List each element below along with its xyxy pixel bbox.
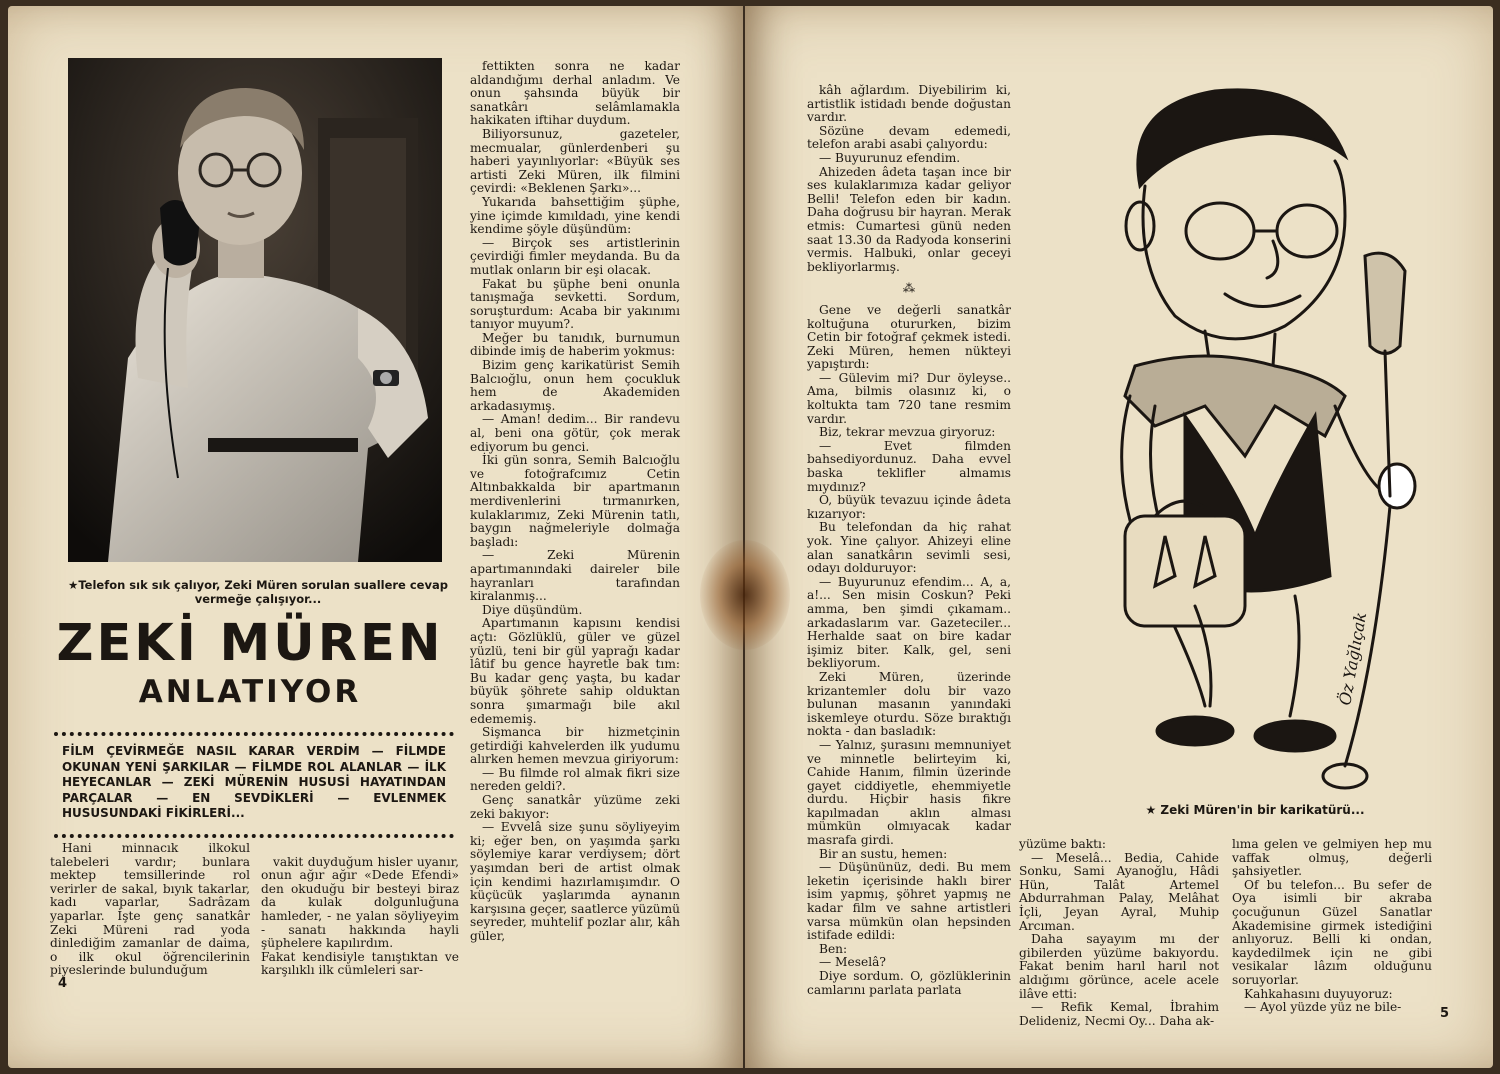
paragraph: — Meselâ... Bedia, Cahide Sonku, Sami Ayanoğlu, Hâdi Hün, Talât Artemel Abdurrahman Palay, Melâhat İçli, Jeyan Ayral, Muhip Arcıman. xyxy=(1019,850,1219,933)
photo-caption: ★Telefon sık sık çalıyor, Zeki Müren sorulan suallere cevap vermeğe çalışıyor... xyxy=(68,578,448,606)
paragraph: kâh ağlardım. Diyebilirim ki, artistlik istidadı bende doğustan vardır. xyxy=(807,83,1011,125)
page-number: 4 xyxy=(58,976,68,991)
page-number: 5 xyxy=(1440,1006,1450,1021)
paragraph: Meğer bu tanıdık, burnumun dibinde imiş de haberim yokmus: xyxy=(470,330,680,359)
paragraph: — Zeki Mürenin apartımanındaki daireler bile hayranları tarafından kiralanmış... xyxy=(470,548,680,604)
topics-box xyxy=(54,732,454,838)
paragraph: — Ayol yüzde yüz ne bile- xyxy=(1244,1000,1402,1015)
bottom-column-2 xyxy=(261,842,459,992)
paragraph: — Evet filmden bahsediyordunuz. Daha evvel baska teklifler almamıs mıydınız? xyxy=(807,438,1011,494)
paragraph: — Buyurunuz efendim... A, a, a!... Sen misin Coskun? Peki amma, ben şimdi çıkamam.. arkadaslarım var. Gazeteciler... Herhalde saat on bire kadar işimiz biter. Kalk, gel, seni bekliyorum. xyxy=(807,574,1011,671)
paragraph: Bir an sustu, hemen: xyxy=(819,846,948,861)
paragraph: Zeki Müren, üzerinde krizantemler dolu bir vazo bulunan masanın yanındaki iskemleye oturdu. Söze bıraktığı nokta - dan basladık: xyxy=(807,669,1011,739)
paragraph: — Yalnız, şurasını memnuniyet ve minnetle belirteyim ki, Cahide Hanım, filmin üzerinde gayet ciddiyetle, ehemmiyetle durdu. Hiçbir hasis fikre kapılmadan aklın alması mümkün olmıyacak kadar masrafa girdi. xyxy=(807,737,1011,848)
topics-text: FİLM ÇEVİRMEĞE NASIL KARAR VERDİM — FİLMDE OKUNAN YENİ ŞARKILAR — FİLMDE ROL ALANLAR — İLK HEYECANLAR — ZEKİ MÜRENİN HUSUSİ HAYATINDAN PARÇALAR — EN SEVDİKLERİ — EVLENMEK HUSUSUNDAKİ FİKİRLERİ... xyxy=(62,744,446,820)
caricature-caption: ★ Zeki Müren'in bir karikatürü... xyxy=(1145,803,1365,817)
paragraph: Hani minnacık ilkokul talebeleri vardır; bunlara mektep temsillerinde rol verirler de sakal, bıyık takarlar, kadı vaparlar, Sadrâzam yaparlar. İşte genç sanatkâr Zeki Müreni rad yoda dinlediğim zamanlar de daima, o ilk okul öğrencilerinin piyeslerinde bulunduğum xyxy=(50,841,250,978)
column-1 xyxy=(807,84,1011,997)
paragraph: Sözüne devam edemedi, telefon arabi asabi çalıyordu: xyxy=(807,123,1011,152)
paragraph: Gene ve değerli sanatkâr koltuğuna otururken, bizim Cetin bir fotoğraf çekmek istedi. Zeki Müren, hemen nükteyi yapıştırdı: xyxy=(807,302,1011,372)
paragraph: İki gün sonra, Semih Balcıoğlu ve fotoğrafcımız Cetin Altınbakkalda bir apartmanın merdivenlerini tırmanırken, kulaklarımız, Zeki Mürenin tatlı, baygın nağmeleriyle dolmağa başladı: xyxy=(470,453,680,549)
paragraph: Kahkahasını duyuyoruz: xyxy=(1244,986,1393,1001)
paragraph: — Bu filmde rol almak fikri size nereden geldi?. xyxy=(470,765,680,794)
paragraph: Sişmanca bir hizmetçinin getirdiği kahvelerden ilk yudumu alırken hemen mevzua giriyorum: xyxy=(470,725,680,767)
paragraph: Apartımanın kapısını kendisi açtı: Gözlüklü, güler ve güzel yüzlü, teni bir gül yaprağı kadar lâtif bu gence hayretle bak tım: Bu kadar genç yaşta, bu kadar büyük şöhrete sahip olduktan sonra şımarmağı bile akıl edememiş. xyxy=(470,616,680,726)
paragraph: Bizim genç karikatürist Semih Balcıoğlu, onun hem çocukluk hem de Akademiden arkadasıymış. xyxy=(470,358,680,413)
paragraph: Ben: xyxy=(819,941,848,956)
photo-illustration xyxy=(68,58,442,562)
paragraph: fettikten sonra ne kadar aldandığımı derhal anladım. Ve onun şahsında büyük bir sanatkârı selâmlamakla hakikaten iftihar duydum. xyxy=(470,59,680,128)
paragraph: — Evvelâ size şunu söyliyeyim ki; eğer ben, on yaşımda şarkı söylemiye karar verdiysem; dört yaşımdan beri de artist olmak için kendimi hazırlamışımdır. O küçücük yaşlarımda aynanın karşısına geçer, saatlerce yüzümü seyreder, muhtelif pozlar alır, kâh güler, xyxy=(470,820,681,943)
paragraph: Diye düşündüm. xyxy=(482,602,583,617)
left-page xyxy=(8,6,743,1068)
caricature-signature: Öz Yağlıçak xyxy=(1335,610,1371,707)
paragraph: — Buyurunuz efendim. xyxy=(819,150,961,165)
paragraph: — Birçok ses artistlerinin çevirdiği fimler meydanda. Bu da mutlak onların bir eşi olacak. xyxy=(470,235,680,277)
paragraph: Genç sanatkâr yüzüme zeki zeki bakıyor: xyxy=(470,793,680,821)
paragraph: — Aman! dedim... Bir randevu al, beni ona götür, çok merak ediyorum bu genci. xyxy=(470,412,680,454)
paragraph: Ahizeden âdeta taşan ince bir ses kulaklarımıza kadar geliyor Belli! Telefon eden bir kadın. Daha doğrusu bir hayran. Merak etmis: Cumartesi günü neden saat 13.30 da Radyoda konserini vermis. Halbuki, onlar geceyi bekliyorlarmış. xyxy=(807,164,1011,274)
right-page xyxy=(745,6,1493,1068)
article-title: ZEKİ MÜREN xyxy=(56,614,444,673)
paragraph: — Düşününüz, dedi. Bu mem leketin içerisinde haklı birer isim yapmış, şöhret yapmış ne kadar film ve sahne artistleri varsa mümkün olan hepsinden istifade edildi: xyxy=(807,860,1011,943)
paragraph: Of bu telefon... Bu sefer de Oya isimli bir akraba çocuğunun Güzel Sanatlar Akademisine girmek istediğini anlıyoruz. Belli ki ondan, kaydedilmek için ne gibi vesikalar lâzım olduğunu soruyorlar. xyxy=(1232,877,1432,987)
paragraph: Fakat bu şüphe beni onunla tanışmağa sevketti. Sordum, soruşturdum: Acaba bir yakınımı tanıyor muyum?. xyxy=(470,276,680,332)
paragraph: — Gülevim mi? Dur öyleyse.. Ama, bilmis olasınız ki, o koltukta tam 720 tane resmim vardır. xyxy=(807,370,1011,426)
paragraph: vakit duyduğum hisler uyanır, onun ağır ağır «Dede Efendi» den okuduğu bir besteyi biraz da kulak dolgunluğuna hamleder, - ne yalan söyliyeyim - sanatı hakkında hayli şüphelere kapılırdım. Fakat kendisiyle tanıştıktan ve karşılıklı ilk cümleleri sar- xyxy=(261,854,459,978)
column-3 xyxy=(470,60,680,944)
paragraph: — Meselâ? xyxy=(819,955,886,970)
bottom-column-1 xyxy=(50,842,250,978)
paragraph: — Refik Kemal, İbrahim Delideniz, Necmi Oy... Daha ak- xyxy=(1019,1000,1219,1028)
column-2 xyxy=(1019,838,1219,1028)
article-subtitle: ANLATIYOR xyxy=(138,674,362,710)
caricature xyxy=(1045,66,1465,806)
column-3 xyxy=(1232,838,1432,1015)
paragraph: O, büyük tevazuu içinde âdeta kızarıyor: xyxy=(807,493,1011,521)
section-separator: ⁂ xyxy=(902,281,916,296)
paragraph: lıma gelen ve gelmiyen hep mu vaffak olmuş, değerli şahsiyetler. xyxy=(1232,837,1432,879)
paragraph: Yukarıda bahsettiğim şüphe, yine içimde kımıldadı, yine kendi kendime şöyle düşündüm: xyxy=(470,194,680,237)
photo-zeki-muren-on-phone xyxy=(68,58,442,562)
paragraph: Diye sordum. O, gözlüklerinin camlarını parlata parlata xyxy=(807,969,1011,997)
paragraph: Bu telefondan da hiç rahat yok. Yine çalıyor. Ahizeyi eline alan sanatkârın sevimli sesi, odayı dolduruyor: xyxy=(807,520,1011,576)
paragraph: Daha sayayım mı der gibilerden yüzüme bakıyordu. Fakat benim harıl harıl not aldığımı görünce, acele acele ilâve etti: xyxy=(1019,932,1219,1001)
paragraph: Biz, tekrar mevzua giryoruz: xyxy=(819,425,996,440)
caricature-drawing xyxy=(1045,66,1465,806)
paragraph: Biliyorsunuz, gazeteler, mecmualar, günlerdenberi şu haberi yayınlıyorlar: «Büyük ses artisti Zeki Müren, ilk filmini çevirdi: «Beklenen Şarkı»... xyxy=(470,126,680,196)
paragraph: yüzüme baktı: xyxy=(1019,837,1107,851)
